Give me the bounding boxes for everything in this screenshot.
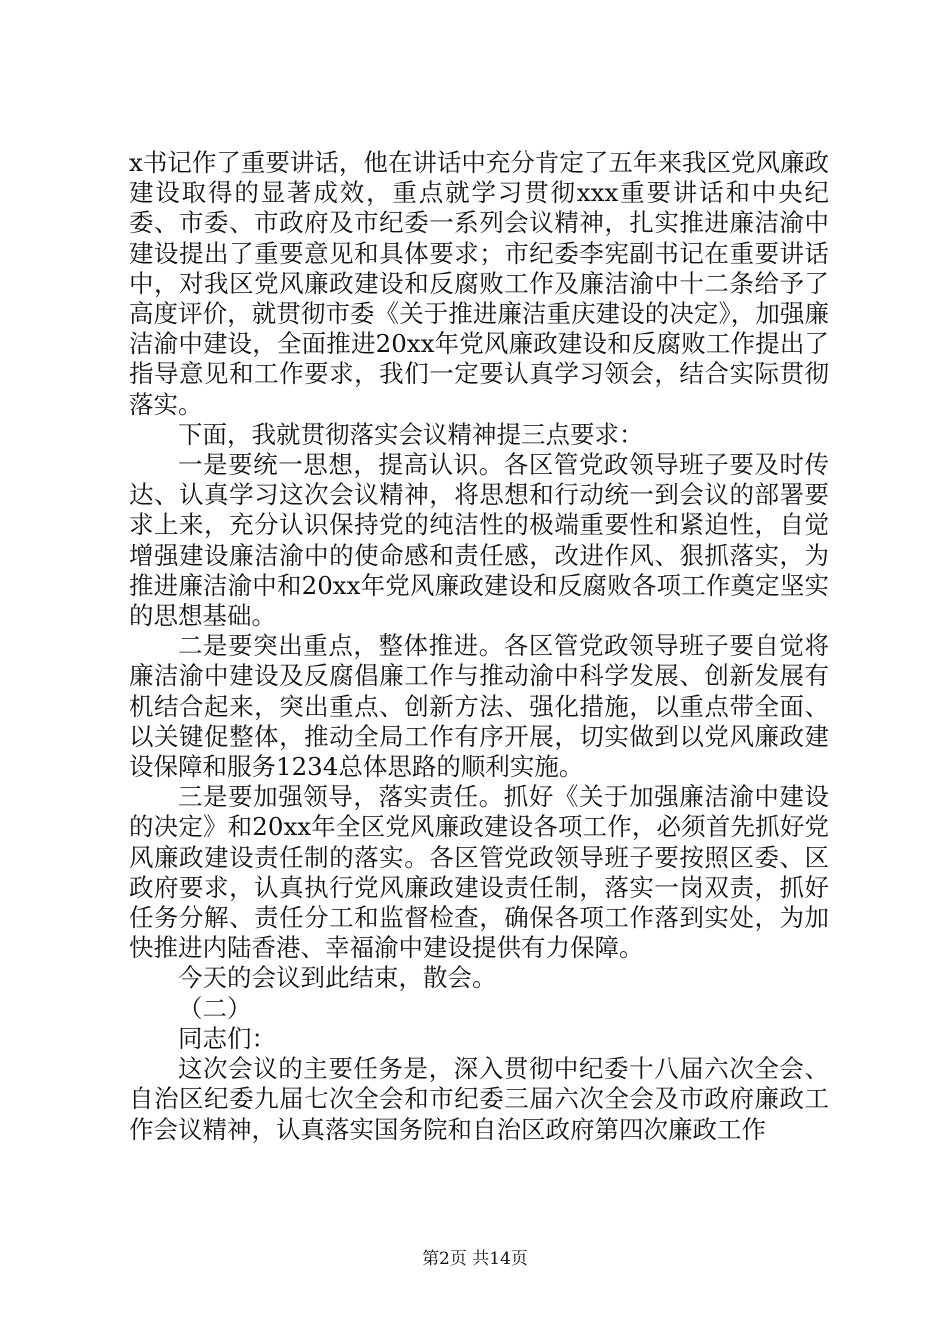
section-heading: （二） xyxy=(178,993,252,1023)
paragraph-4: 二是要突出重点，整体推进。各区管党政领导班子要自觉将廉洁渝中建设及反腐倡廉工作与推动渝中科学发展、创新发展有机结合起来，突出重点、创新方法、强化措施，以重点带全面、以关键促整体，推动全局工作有序开展，切实做到以党风廉政建设保障和服务1234总体思路的顺利实施。 xyxy=(129,631,829,782)
paragraph-1: x书记作了重要讲话，他在讲话中充分肯定了五年来我区党风廉政建设取得的显著成效，重点就学习贯彻xxx重要讲话和中央纪委、市委、市政府及市纪委一系列会议精神，扎实推进廉洁渝中建设提出了重要意见和具体要求；市纪委李宪副书记在重要讲话中，对我区党风廉政建设和反腐败工作及廉洁渝中十二条给予了高度评价，就贯彻市委《关于推进廉洁重庆建设的决定》，加强廉洁渝中建设，全面推进20xx年党风廉政建设和反腐败工作提出了指导意见和工作要求，我们一定要认真学习领会，结合实际贯彻落实。 xyxy=(129,148,829,419)
document-body xyxy=(129,148,829,1145)
paragraph-5: 三是要加强领导，落实责任。抓好《关于加强廉洁渝中建设的决定》和20xx年全区党风廉政建设各项工作，必须首先抓好党风廉政建设责任制的落实。各区管党政领导班子要按照区委、区政府要求，认真执行党风廉政建设责任制，落实一岗双责，抓好任务分解、责任分工和监督检查，确保各项工作落到实处，为加快推进内陆香港、幸福渝中建设提供有力保障。 xyxy=(129,782,829,963)
page-number-footer: 第2页 共14页 xyxy=(422,1249,528,1269)
paragraph-6: 今天的会议到此结束，散会。 xyxy=(178,963,497,993)
paragraph-2: 下面，我就贯彻落实会议精神提三点要求： xyxy=(178,419,644,449)
paragraph-7: 这次会议的主要任务是，深入贯彻中纪委十八届六次全会、自治区纪委九届七次全会和市纪委三届六次全会及市政府廉政工作会议精神，认真落实国务院和自治区政府第四次廉政工作 xyxy=(129,1054,829,1144)
paragraph-3: 一是要统一思想，提高认识。各区管党政领导班子要及时传达、认真学习这次会议精神，将思想和行动统一到会议的部署要求上来，充分认识保持党的纯洁性的极端重要性和紧迫性，自觉增强建设廉洁渝中的使命感和责任感，改进作风、狠抓落实，为推进廉洁渝中和20xx年党风廉政建设和反腐败各项工作奠定坚实的思想基础。 xyxy=(129,450,829,631)
salutation: 同志们： xyxy=(178,1023,276,1053)
